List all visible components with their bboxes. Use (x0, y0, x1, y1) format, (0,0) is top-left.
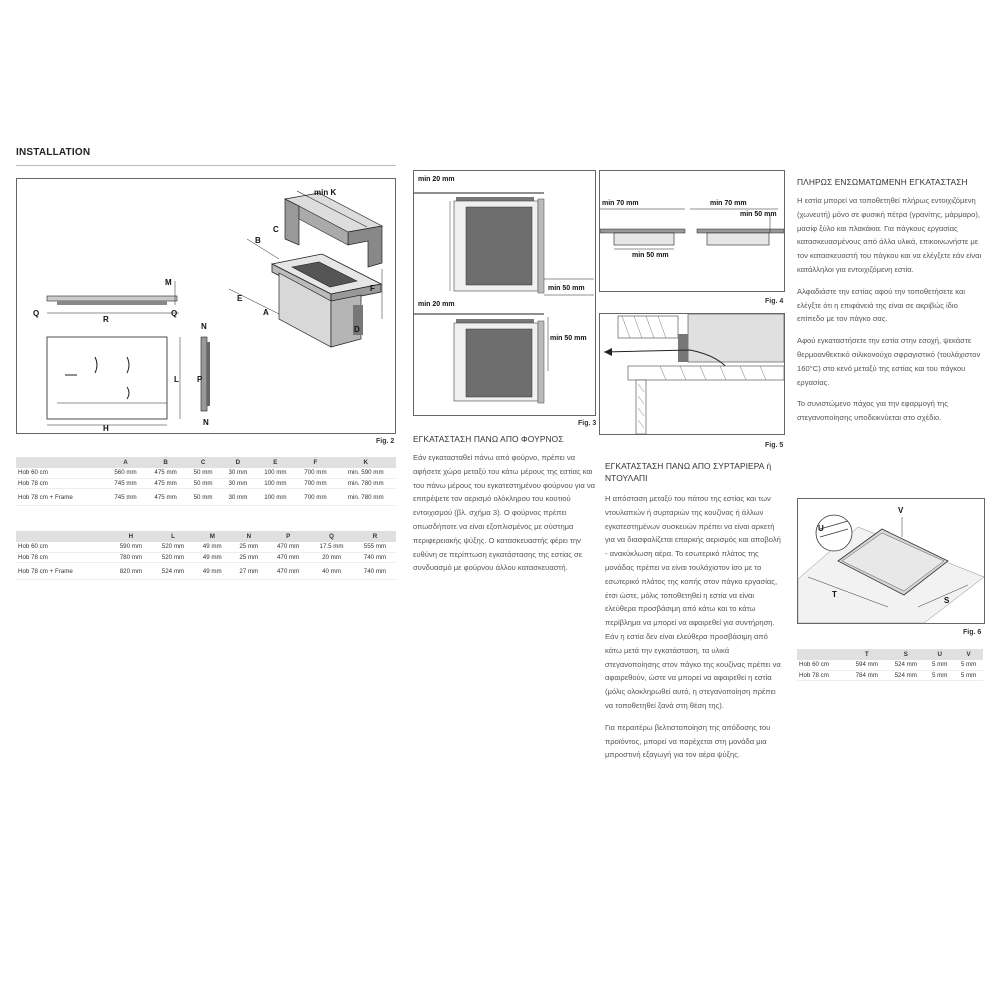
table-cell: 784 mm (847, 670, 886, 681)
table-cell: 520 mm (152, 552, 194, 563)
table-cell: 5 mm (925, 660, 954, 670)
page-title: INSTALLATION (16, 147, 91, 158)
header-divider (16, 165, 396, 166)
fig4-label: Fig. 4 (765, 298, 784, 305)
table-cell: 50 mm (186, 468, 221, 478)
table-header: H (110, 531, 152, 542)
table-cell: 524 mm (886, 660, 925, 670)
table-cell: 700 mm (295, 489, 335, 506)
fig2-label: Fig. 2 (376, 438, 395, 445)
table-cell: Hob 78 cm (797, 670, 847, 681)
table-cell: 590 mm (110, 542, 152, 552)
table-cell: 524 mm (152, 563, 194, 580)
table-cell: 700 mm (295, 468, 335, 478)
table-header: M (194, 531, 231, 542)
fig2-dim-q-right: Q (171, 309, 178, 318)
fig3-box (413, 170, 596, 416)
drawer-section-paragraph: Η απόσταση μεταξύ του πάτου της εστίας και των ντουλαπιών ή συρταριών της κουζίνας ή άλλων εγκατεστημένων συσκευών πρέπει να είναι αρκετή για να διασφαλίζεται επαρκής αερισμός και αποβολή - ανακύκλωση αέρα. Το εσωτερικό πλάτος της μονάδας πρέπει να είναι τουλάχιστον ίσο με το εσωτερικό πλάτος της κοπής στον πάγκο εργασίας, έτσι ώστε, μόλις τοποθετηθεί η εστία να είναι ελεύθερα προσβάσιμη από κάτω και το κάτω περίβλημα να μπορεί να αφαιρεθεί για συντήρηση. Εάν η εστία δεν είναι ελεύθερα προσβάσιμη από κάτω μετά την εγκατάσταση, τα υλικά στεγανοποίησης στον πάγκο της κουζίνας πρέπει να αφαιρεθούν, ώστε να μπορεί να αφαιρεθεί η εστία (μόλις ολοκληρωθεί αυτό, η στεγανοποίηση πρέπει να τοποθετηθεί ξανά στη θέση της). (605, 494, 781, 710)
table-cell: 745 mm (105, 489, 145, 506)
table-cell: 745 mm (105, 478, 145, 489)
table-cell: Hob 78 cm + Frame (16, 489, 105, 506)
drawer-section-title: ΕΓΚΑΤΑΣΤΑΣΗ ΠΑΝΩ ΑΠΟ ΣΥΡΤΑΡΙΕΡΑ ή ΝΤΟΥΛΑΠΙ (605, 461, 772, 483)
fig2-dim-h: H (103, 424, 109, 433)
table-header: L (152, 531, 194, 542)
fig6-box (797, 498, 985, 624)
fig4-min70-right: min 70 mm (710, 200, 747, 207)
fig2-box (16, 178, 396, 434)
fig2-dim-n-top: N (201, 322, 207, 331)
oven-section-paragraph: Εάν εγκατασταθεί πάνω από φούρνο, πρέπει να αφήσετε χώρο μεταξύ του κάτω μέρους της εστίας και του πάνω μέρους του εγκατεστημένου φούρνου για να επιτρέψετε τον αερισμό ολόκληρου του κουτιού εντοιχισμού (βλ. σχήμα 3). Ο φούρνος πρέπει οπωσδήποτε να είναι εξοπλισμένος με σύστημα περιφερειακής ψύξης. Ο κατασκευαστής φέρει την ευθύνη σε περίπτωση εγκατάστασης της εστίας σε συνδυασμό με φούρνου άλλου κατασκευαστή. (413, 453, 596, 573)
table-cell: 50 mm (186, 489, 221, 506)
table-row (16, 563, 396, 580)
table-cell: 50 mm (186, 478, 221, 489)
fig4-min50-right: min 50 mm (740, 211, 777, 218)
table-header-row (797, 649, 983, 660)
table-header: D (220, 457, 255, 468)
table-row (16, 468, 396, 478)
fig3-dim-top1: min 20 mm (418, 176, 455, 183)
fig5-label: Fig. 5 (765, 442, 784, 449)
table-cell: 49 mm (194, 542, 231, 552)
fig4-min70-left: min 70 mm (602, 200, 639, 207)
table-header: C (186, 457, 221, 468)
table-header-row (16, 531, 396, 542)
table-cell: 100 mm (255, 489, 295, 506)
table-row (16, 478, 396, 489)
fig2-dim-d: D (354, 325, 360, 334)
fig3-dim-top2: min 20 mm (418, 301, 455, 308)
drawer-section-paragraph: Για περαιτέρω βελτιστοποίηση της απόδοσης του προϊόντος, μπορεί να παρέχεται στη μονάδα μια μπροστινή εξαγωγή για τον αέρα ψύξης. (605, 722, 771, 760)
fig3-dim-side2: min 50 mm (550, 335, 587, 342)
fig3-dim-side1: min 50 mm (548, 285, 585, 292)
table-header: T (847, 649, 886, 660)
table-cell: Hob 60 cm (16, 468, 105, 478)
table-cell: 470 mm (267, 552, 309, 563)
fig2-dim-a: A (263, 308, 269, 317)
table-cell: Hob 78 cm (16, 478, 105, 489)
fig2-dim-f: F (370, 284, 375, 293)
table-cell: 17.5 mm (309, 542, 354, 552)
table-cell: 475 mm (146, 489, 186, 506)
table-header: V (954, 649, 983, 660)
table-header: K (335, 457, 396, 468)
table-header: B (146, 457, 186, 468)
fig5-drawing (600, 314, 784, 434)
oven-section-title: ΕΓΚΑΤΑΣΤΑΣΗ ΠΑΝΩ ΑΠΟ ΦΟΥΡΝΟΣ (413, 434, 564, 444)
table-cell: 520 mm (152, 542, 194, 552)
fig6-dim-s: S (944, 596, 950, 605)
table-cell: 740 mm (354, 552, 396, 563)
oven-section (413, 433, 596, 583)
table-row (16, 552, 396, 563)
flush-section (797, 176, 983, 433)
table-cell: Hob 78 cm (16, 552, 110, 563)
table-cell: 700 mm (295, 478, 335, 489)
flush-section-paragraph: Το συνιστώμενο πάχος για την εφαρμογή της στεγανοποίησης υποδεικνύεται στο σχέδιο. (797, 399, 948, 423)
table-cell: Hob 60 cm (797, 660, 847, 670)
table-header: A (105, 457, 145, 468)
table-cell: 49 mm (194, 552, 231, 563)
table-cell: 27 mm (231, 563, 268, 580)
table-cell: 740 mm (354, 563, 396, 580)
fig2-dim-l: L (174, 375, 179, 384)
table-cell: 475 mm (146, 478, 186, 489)
table-cell: 5 mm (925, 670, 954, 681)
table-cell: 30 mm (220, 468, 255, 478)
table-cell: 555 mm (354, 542, 396, 552)
fig2-dim-e: E (237, 294, 243, 303)
fig4-box (599, 170, 785, 292)
table-cell: min. 780 mm (335, 478, 396, 489)
table-cell: 5 mm (954, 670, 983, 681)
fig6-label: Fig. 6 (963, 629, 982, 636)
flush-section-paragraph: Η εστία μπορεί να τοποθετηθεί πλήρως εντοιχιζόμενη (χωνευτή) μόνο σε φυσική πέτρα (γρανίτης, μάρμαρο), μασίφ ξύλο και πλακάκια. Για πάγκους εργασίας κατασκευασμένους από άλλα υλικά, επικοινωνήστε με τον κατασκευαστή του πάγκου και να ελέγξετε εάν είναι κατάλληλοι για εντοιχιζόμενη εστία. (797, 196, 982, 274)
table-cell: 475 mm (146, 468, 186, 478)
table-cell: 594 mm (847, 660, 886, 670)
fig2-dim-c: C (273, 225, 279, 234)
table-header-row (16, 457, 396, 468)
fig6-drawing (798, 499, 984, 623)
table-cell: 30 mm (220, 489, 255, 506)
fig2-dim-r: R (103, 315, 109, 324)
fig2-drawing (17, 179, 395, 433)
table-cell: 470 mm (267, 542, 309, 552)
table-cell: 25 mm (231, 542, 268, 552)
table-header: U (925, 649, 954, 660)
flush-section-title: ΠΛΗΡΩΣ ΕΝΣΩΜΑΤΩΜΕΝΗ ΕΓΚΑΤΑΣΤΑΣΗ (797, 177, 968, 187)
table-cell: 5 mm (954, 660, 983, 670)
fig5-box (599, 313, 785, 435)
table-cell: 820 mm (110, 563, 152, 580)
table-cell: 100 mm (255, 478, 295, 489)
table-row (16, 542, 396, 552)
table-header: S (886, 649, 925, 660)
table-cell: 40 mm (309, 563, 354, 580)
table-cell: 49 mm (194, 563, 231, 580)
table-cell: 30 mm (220, 478, 255, 489)
table-cell: 780 mm (110, 552, 152, 563)
table-row (16, 489, 396, 506)
table-cell: 470 mm (267, 563, 309, 580)
table-row (797, 670, 983, 681)
table-header: R (354, 531, 396, 542)
table-cell: 560 mm (105, 468, 145, 478)
fig2-dim-m: M (165, 278, 172, 287)
table-header: E (255, 457, 295, 468)
table-cell: 25 mm (231, 552, 268, 563)
table-row (797, 660, 983, 670)
table-cell: 524 mm (886, 670, 925, 681)
fig2-dim-q-left: Q (33, 309, 40, 318)
table-header: F (295, 457, 335, 468)
fig2-dim-mink: min K (314, 188, 337, 197)
table-cell: 100 mm (255, 468, 295, 478)
dimensions-table-3 (797, 649, 983, 681)
table-header: P (267, 531, 309, 542)
table-header (16, 457, 105, 468)
table-header (797, 649, 847, 660)
table-cell: min. 780 mm (335, 489, 396, 506)
table-cell: Hob 78 cm + Frame (16, 563, 110, 580)
table-header (16, 531, 110, 542)
fig3-drawing (414, 171, 595, 415)
flush-section-paragraph: Αφού εγκαταστήσετε την εστία στην εσοχή, ψεκάστε θερμοανθεκτικό σιλικονούχο σφραγιστικό (τουλάχιστον 160°C) στο κενό μεταξύ της εστίας και του πάγκου εργασίας. (797, 336, 981, 387)
fig4-min50-left: min 50 mm (632, 252, 669, 259)
table-cell: min. 590 mm (335, 468, 396, 478)
fig3-label: Fig. 3 (578, 420, 597, 427)
fig2-dim-b: B (255, 236, 261, 245)
fig2-dim-p: P (197, 375, 203, 384)
fig6-dim-t: T (832, 590, 837, 599)
dimensions-table-1 (16, 457, 396, 506)
drawer-section (605, 460, 785, 770)
fig4-drawing (600, 171, 784, 291)
fig6-dim-v: V (898, 506, 904, 515)
fig2-dim-n-bottom: N (203, 418, 209, 427)
fig6-dim-u: U (818, 524, 824, 533)
dimensions-table-2 (16, 531, 396, 580)
table-header: Q (309, 531, 354, 542)
table-header: N (231, 531, 268, 542)
flush-section-paragraph: Αλφαδιάστε την εστίας αφού την τοποθετήσετε και ελέγξτε ότι η επιφάνειά της είναι σε ακριβώς ίδιο επίπεδο με τον πάγκο σας. (797, 286, 966, 324)
table-cell: 20 mm (309, 552, 354, 563)
table-cell: Hob 60 cm (16, 542, 110, 552)
